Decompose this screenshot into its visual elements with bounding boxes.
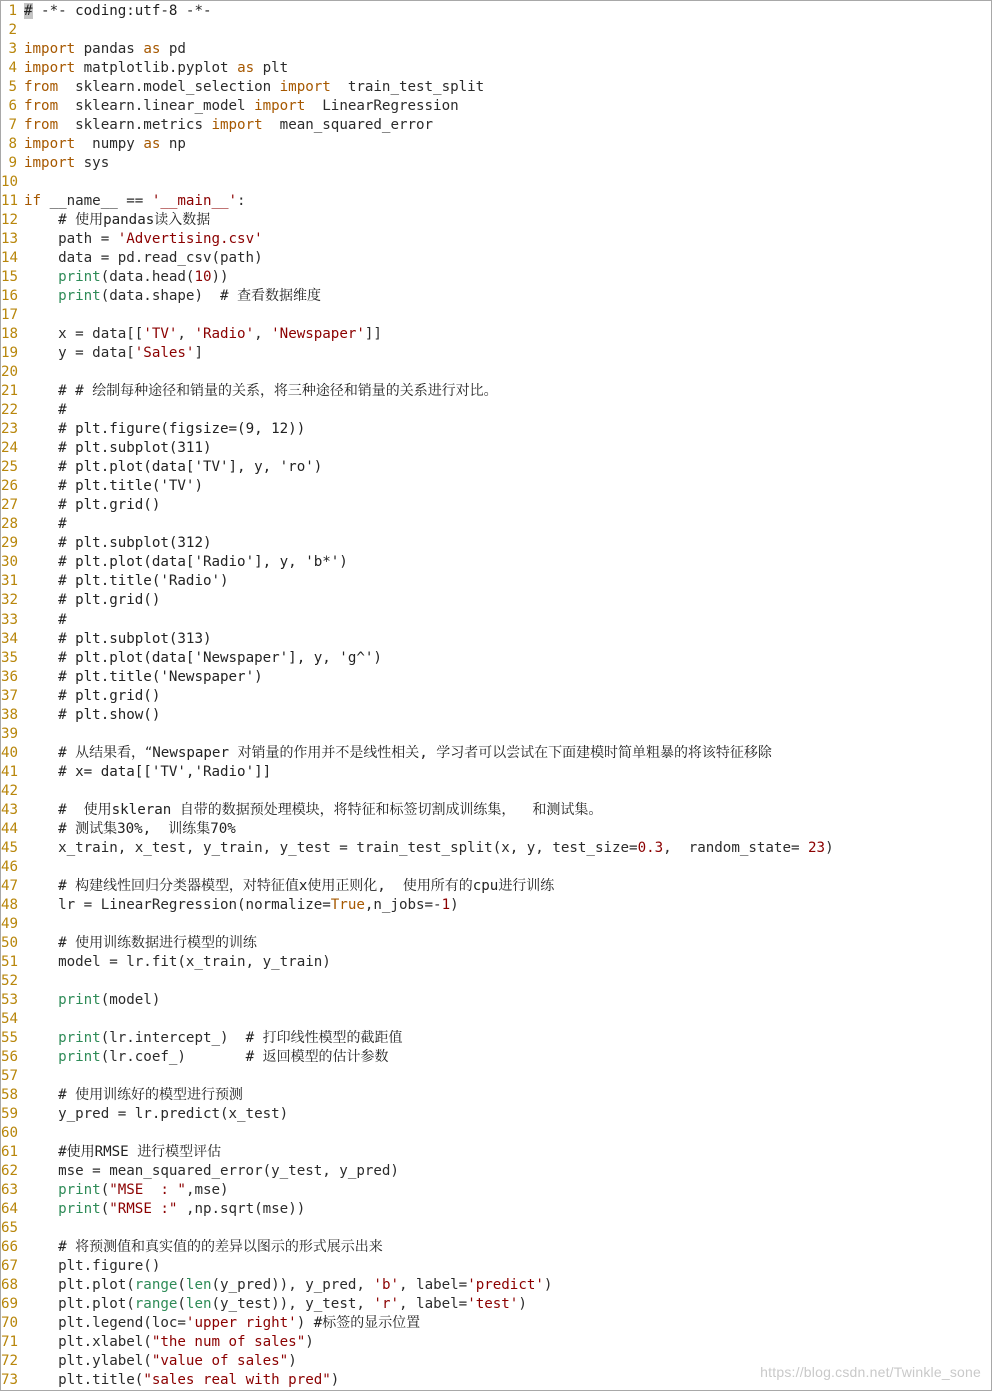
watermark: https://blog.csdn.net/Twinkle_sone bbox=[760, 1364, 981, 1380]
line-number: 1 bbox=[8, 3, 17, 19]
line-number: 13 bbox=[1, 231, 19, 248]
line-number: 56 bbox=[1, 1048, 19, 1065]
line-number: 57 bbox=[1, 1067, 19, 1084]
line-number: 18 bbox=[1, 326, 19, 343]
line-number: 24 bbox=[1, 440, 19, 457]
line-number: 4 bbox=[8, 60, 17, 77]
line-text[interactable]: # plt.title('Newspaper') bbox=[58, 668, 263, 685]
line-text[interactable]: # 从结果看，“Newspaper 对销量的作用并不是线性相关, 学习者可以尝试在下面建模时简单粗暴的将该特征移除 bbox=[58, 744, 772, 761]
line-text[interactable]: # plt.plot(data['TV'], y, 'ro') bbox=[58, 459, 323, 476]
code-line[interactable] bbox=[1, 915, 834, 934]
line-text[interactable]: plt.figure() bbox=[24, 1258, 161, 1275]
code-line[interactable] bbox=[1, 858, 834, 877]
line-text[interactable]: # 使用pandas读入数据 bbox=[58, 212, 211, 229]
line-number: 37 bbox=[1, 687, 19, 704]
code-line[interactable] bbox=[1, 1333, 834, 1352]
code-line[interactable] bbox=[1, 706, 834, 725]
line-number: 3 bbox=[8, 41, 17, 58]
line-text[interactable]: print(lr.intercept_) # 打印线性模型的截距值 bbox=[58, 1029, 403, 1046]
line-text[interactable]: # # 绘制每种途径和销量的关系，将三种途径和销量的关系进行对比。 bbox=[58, 383, 498, 400]
code-line[interactable] bbox=[1, 401, 834, 420]
code-line[interactable] bbox=[1, 154, 834, 173]
code-line[interactable] bbox=[1, 363, 834, 382]
line-number: 15 bbox=[1, 269, 19, 286]
line-number: 6 bbox=[8, 98, 17, 115]
line-number: 7 bbox=[8, 117, 17, 134]
line-text[interactable]: # 使用训练好的模型进行预测 bbox=[58, 1086, 243, 1103]
code-line[interactable] bbox=[1, 668, 834, 687]
line-text[interactable]: # plt.grid() bbox=[58, 497, 161, 514]
line-number: 72 bbox=[1, 1353, 19, 1370]
code-line[interactable] bbox=[1, 135, 834, 154]
code-line[interactable] bbox=[1, 192, 834, 211]
line-number: 55 bbox=[1, 1029, 19, 1046]
line-text[interactable]: print(data.shape) # 查看数据维度 bbox=[58, 288, 321, 305]
line-number: 26 bbox=[1, 478, 19, 495]
code-line[interactable] bbox=[1, 953, 834, 972]
line-number: 34 bbox=[1, 630, 19, 647]
line-number: 12 bbox=[1, 212, 19, 229]
code-line[interactable] bbox=[1, 496, 834, 515]
code-line[interactable] bbox=[1, 1067, 834, 1086]
code-line[interactable] bbox=[1, 1352, 834, 1371]
code-lines[interactable] bbox=[1, 2, 834, 1390]
line-number: 58 bbox=[1, 1086, 19, 1103]
line-number: 31 bbox=[1, 573, 19, 590]
code-line[interactable] bbox=[1, 40, 834, 59]
line-text[interactable]: import pandas as pd bbox=[24, 41, 186, 58]
code-line[interactable] bbox=[1, 611, 834, 630]
line-number: 32 bbox=[1, 592, 19, 609]
line-number: 64 bbox=[1, 1200, 19, 1217]
line-text[interactable]: # 构建线性回归分类器模型，对特征值x使用正则化, 使用所有的cpu进行训练 bbox=[58, 877, 555, 894]
line-number: 39 bbox=[1, 725, 19, 742]
line-number: 2 bbox=[8, 22, 17, 39]
line-text[interactable]: # bbox=[58, 611, 67, 628]
code-line[interactable] bbox=[1, 1257, 834, 1276]
line-number: 68 bbox=[1, 1277, 19, 1294]
code-line[interactable] bbox=[1, 173, 834, 192]
line-number: 71 bbox=[1, 1334, 19, 1351]
line-text[interactable]: # plt.show() bbox=[58, 706, 161, 723]
line-text[interactable]: # bbox=[58, 402, 67, 419]
line-number: 10 bbox=[1, 174, 19, 191]
line-number: 40 bbox=[1, 744, 19, 761]
code-line[interactable] bbox=[1, 249, 834, 268]
code-line[interactable] bbox=[1, 687, 834, 706]
line-text[interactable]: import numpy as np bbox=[24, 136, 186, 153]
code-line[interactable] bbox=[1, 59, 834, 78]
code-line[interactable] bbox=[1, 97, 834, 116]
line-text[interactable]: x = data[['TV', 'Radio', 'Newspaper']] bbox=[24, 326, 382, 343]
code-line[interactable] bbox=[1, 991, 834, 1010]
code-line[interactable] bbox=[1, 306, 834, 325]
line-text[interactable]: plt.xlabel("the num of sales") bbox=[24, 1334, 314, 1351]
code-line[interactable] bbox=[1, 972, 834, 991]
line-number: 73 bbox=[1, 1372, 19, 1389]
line-number: 14 bbox=[1, 250, 19, 267]
line-number: 63 bbox=[1, 1181, 19, 1198]
line-text[interactable]: import matplotlib.pyplot as plt bbox=[24, 60, 289, 77]
line-number: 43 bbox=[1, 801, 19, 818]
code-line[interactable] bbox=[1, 1029, 834, 1048]
code-line[interactable] bbox=[1, 1105, 834, 1124]
line-text[interactable]: print(data.head(10)) bbox=[58, 269, 229, 286]
line-text[interactable]: if __name__ == '__main__': bbox=[24, 193, 246, 210]
line-number: 61 bbox=[1, 1143, 19, 1160]
code-line[interactable] bbox=[1, 572, 834, 591]
line-text[interactable]: # plt.figure(figsize=(9, 12)) bbox=[58, 421, 306, 438]
code-line[interactable] bbox=[1, 1295, 834, 1314]
line-number: 9 bbox=[8, 155, 17, 172]
line-text[interactable]: print(model) bbox=[58, 991, 161, 1008]
line-text[interactable]: import sys bbox=[24, 155, 110, 172]
line-number: 47 bbox=[1, 877, 19, 894]
line-text[interactable]: # plt.title('TV') bbox=[58, 478, 203, 495]
code-line[interactable] bbox=[1, 1124, 834, 1143]
code-line[interactable] bbox=[1, 744, 834, 763]
line-number: 8 bbox=[8, 136, 17, 153]
code-line[interactable] bbox=[1, 801, 834, 820]
line-number: 53 bbox=[1, 991, 19, 1008]
line-number: 49 bbox=[1, 915, 19, 932]
line-number: 69 bbox=[1, 1296, 19, 1313]
line-number: 59 bbox=[1, 1105, 19, 1122]
line-text[interactable]: # plt.plot(data['Radio'], y, 'b*') bbox=[58, 554, 348, 571]
code-line[interactable] bbox=[1, 649, 834, 668]
code-line[interactable] bbox=[1, 553, 834, 572]
code-line[interactable] bbox=[1, 1371, 834, 1390]
code-line[interactable] bbox=[1, 439, 834, 458]
line-number: 23 bbox=[1, 421, 19, 438]
line-text[interactable]: # 测试集30%, 训练集70% bbox=[58, 820, 236, 837]
line-text[interactable]: # plt.subplot(313) bbox=[58, 630, 212, 647]
code-line[interactable] bbox=[1, 1314, 834, 1333]
code-line[interactable] bbox=[1, 1219, 834, 1238]
code-line[interactable] bbox=[1, 458, 834, 477]
code-line[interactable] bbox=[1, 268, 834, 287]
line-number: 52 bbox=[1, 972, 19, 989]
line-text[interactable]: print("RMSE :" ,np.sqrt(mse)) bbox=[58, 1200, 306, 1217]
line-number: 44 bbox=[1, 820, 19, 837]
line-number: 16 bbox=[1, 288, 19, 305]
code-line[interactable] bbox=[1, 21, 834, 40]
line-number: 20 bbox=[1, 364, 19, 381]
line-text[interactable]: model = lr.fit(x_train, y_train) bbox=[24, 953, 331, 970]
code-line[interactable] bbox=[1, 1048, 834, 1067]
line-text[interactable]: from sklearn.linear_model import LinearRegression bbox=[24, 98, 459, 115]
line-number: 19 bbox=[1, 345, 19, 362]
code-line[interactable] bbox=[1, 839, 834, 858]
line-number: 41 bbox=[1, 763, 19, 780]
line-number: 51 bbox=[1, 953, 19, 970]
line-number: 25 bbox=[1, 459, 19, 476]
line-number: 48 bbox=[1, 896, 19, 913]
code-line[interactable] bbox=[1, 2, 834, 21]
code-line[interactable] bbox=[1, 1238, 834, 1257]
line-text[interactable]: plt.legend(loc='upper right') #标签的显示位置 bbox=[24, 1315, 421, 1332]
line-number: 62 bbox=[1, 1162, 19, 1179]
code-line[interactable] bbox=[1, 1276, 834, 1295]
code-line[interactable] bbox=[1, 211, 834, 230]
code-line[interactable] bbox=[1, 896, 834, 915]
line-number: 65 bbox=[1, 1220, 19, 1236]
line-number: 35 bbox=[1, 649, 19, 666]
line-text[interactable]: y_pred = lr.predict(x_test) bbox=[24, 1105, 289, 1122]
code-line[interactable] bbox=[1, 515, 834, 534]
line-number: 27 bbox=[1, 497, 19, 514]
line-text[interactable]: # 使用训练数据进行模型的训练 bbox=[58, 934, 257, 951]
line-text[interactable]: #使用RMSE 进行模型评估 bbox=[58, 1143, 222, 1160]
line-text[interactable]: # plt.grid() bbox=[58, 687, 161, 704]
code-line[interactable] bbox=[1, 477, 834, 496]
line-number: 33 bbox=[1, 611, 19, 628]
line-number: 70 bbox=[1, 1315, 19, 1332]
line-text[interactable]: lr = LinearRegression(normalize=True,n_jobs=-1) bbox=[24, 896, 459, 913]
line-number: 50 bbox=[1, 934, 19, 951]
code-line[interactable] bbox=[1, 725, 834, 744]
line-number: 17 bbox=[1, 307, 19, 324]
line-text[interactable]: # 将预测值和真实值的的差异以图示的形式展示出来 bbox=[58, 1239, 383, 1256]
code-line[interactable] bbox=[1, 1010, 834, 1029]
code-line[interactable] bbox=[1, 1181, 834, 1200]
line-text[interactable]: print("MSE : ",mse) bbox=[58, 1181, 229, 1198]
line-text[interactable]: plt.plot(range(len(y_pred)), y_pred, 'b', label='predict') bbox=[24, 1277, 553, 1294]
line-number: 28 bbox=[1, 516, 19, 533]
line-text[interactable]: mse = mean_squared_error(y_test, y_pred) bbox=[24, 1162, 399, 1179]
line-text[interactable]: # plt.subplot(311) bbox=[58, 440, 212, 457]
line-text[interactable]: x_train, x_test, y_train, y_test = train_test_split(x, y, test_size=0.3, random_state= 23) bbox=[24, 839, 834, 856]
line-number: 66 bbox=[1, 1239, 19, 1256]
line-number: 67 bbox=[1, 1258, 19, 1275]
code-line[interactable] bbox=[1, 287, 834, 306]
code-line[interactable] bbox=[1, 78, 834, 97]
code-line[interactable] bbox=[1, 782, 834, 801]
line-number: 36 bbox=[1, 668, 19, 685]
line-text[interactable]: # plt.plot(data['Newspaper'], y, 'g^') bbox=[58, 649, 382, 666]
code-line[interactable] bbox=[1, 1162, 834, 1181]
line-text[interactable]: plt.title("sales real with pred") bbox=[24, 1372, 340, 1389]
code-line[interactable] bbox=[1, 877, 834, 896]
line-number: 46 bbox=[1, 858, 19, 875]
code-line[interactable] bbox=[1, 934, 834, 953]
code-line[interactable] bbox=[1, 230, 834, 249]
code-line[interactable] bbox=[1, 382, 834, 401]
line-number: 30 bbox=[1, 554, 19, 571]
code-line[interactable] bbox=[1, 763, 834, 782]
line-number: 60 bbox=[1, 1124, 19, 1141]
code-line[interactable] bbox=[1, 820, 834, 839]
line-text[interactable]: y = data['Sales'] bbox=[24, 345, 203, 362]
line-number: 5 bbox=[8, 79, 17, 96]
line-text[interactable]: # plt.subplot(312) bbox=[58, 535, 212, 552]
code-line[interactable] bbox=[1, 1200, 834, 1219]
line-text[interactable]: # bbox=[58, 516, 67, 533]
line-number: 38 bbox=[1, 706, 19, 723]
line-text[interactable]: from sklearn.metrics import mean_squared_error bbox=[24, 117, 434, 134]
line-text[interactable]: # -*- coding:utf-8 -*- bbox=[24, 3, 212, 19]
line-text[interactable]: # 使用skleran 自带的数据预处理模块，将特征和标签切割成训练集， 和测试集。 bbox=[58, 801, 603, 818]
code-line[interactable] bbox=[1, 116, 834, 135]
line-number: 29 bbox=[1, 535, 19, 552]
code-line[interactable] bbox=[1, 1086, 834, 1105]
line-number: 21 bbox=[1, 383, 19, 400]
line-text[interactable]: plt.plot(range(len(y_test)), y_test, 'r', label='test') bbox=[24, 1296, 527, 1313]
line-text[interactable]: plt.ylabel("value of sales") bbox=[24, 1353, 297, 1370]
line-text[interactable]: # x= data[['TV','Radio']] bbox=[58, 763, 272, 780]
line-number: 22 bbox=[1, 402, 19, 419]
code-line[interactable] bbox=[1, 591, 834, 610]
code-line[interactable] bbox=[1, 344, 834, 363]
code-line[interactable] bbox=[1, 630, 834, 649]
code-line[interactable] bbox=[1, 420, 834, 439]
line-text[interactable]: # plt.grid() bbox=[58, 592, 161, 609]
line-text[interactable]: data = pd.read_csv(path) bbox=[24, 250, 263, 267]
line-number: 45 bbox=[1, 839, 19, 856]
code-line[interactable] bbox=[1, 1143, 834, 1162]
code-line[interactable] bbox=[1, 325, 834, 344]
line-text[interactable]: print(lr.coef_) # 返回模型的估计参数 bbox=[58, 1048, 389, 1065]
line-number: 54 bbox=[1, 1010, 19, 1027]
line-text[interactable]: path = 'Advertising.csv' bbox=[24, 231, 263, 248]
code-line[interactable] bbox=[1, 534, 834, 553]
line-number: 11 bbox=[1, 193, 19, 210]
line-text[interactable]: # plt.title('Radio') bbox=[58, 573, 229, 590]
line-number: 42 bbox=[1, 782, 19, 799]
line-text[interactable]: from sklearn.model_selection import train_test_split bbox=[24, 79, 485, 96]
